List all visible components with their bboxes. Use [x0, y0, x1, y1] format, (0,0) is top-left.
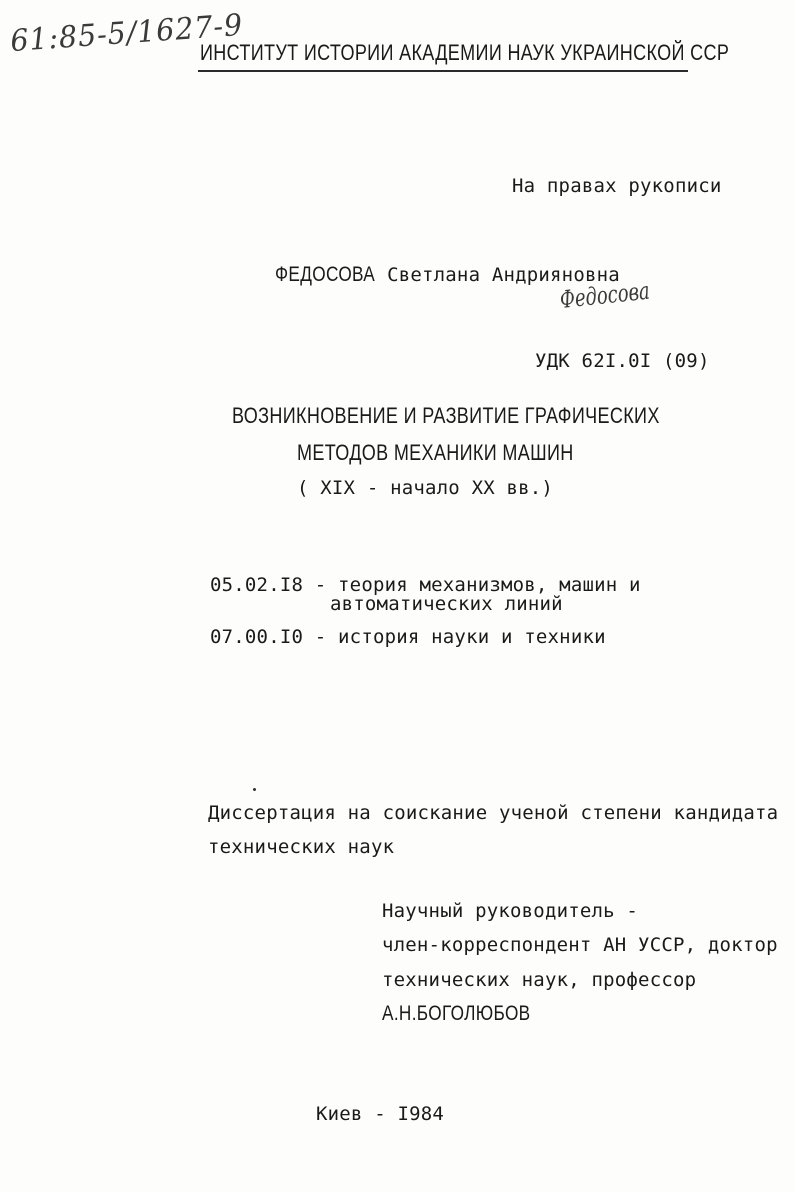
paper-speck: [253, 788, 256, 791]
supervisor-line-2: член-корреспондент АН УССР, доктор: [382, 934, 778, 956]
specialty-separator: -: [314, 574, 327, 596]
specialty-code: 05.02.I8: [210, 574, 304, 596]
specialty-code: 07.00.I0: [210, 626, 304, 648]
dissertation-line-1: Диссертация на соискание ученой степени кандидата: [208, 802, 779, 824]
title-line-3: ( XIX - начало XX вв.): [297, 477, 554, 499]
header-rule: [198, 70, 688, 72]
specialty-name: теория механизмов, машин и: [338, 574, 641, 596]
specialty-name: история науки и техники: [338, 626, 606, 648]
supervisor-name: А.Н.БОГОЛЮБОВ: [382, 1002, 531, 1025]
manuscript-note: На правах рукописи: [512, 175, 722, 197]
author-given-names: Светлана Андрияновна: [387, 264, 620, 286]
specialty-separator: -: [314, 626, 327, 648]
supervisor-line-1: Научный руководитель -: [382, 900, 639, 922]
udk-code: УДК 62I.0I (09): [535, 350, 710, 372]
dissertation-line-2: технических наук: [208, 836, 395, 858]
institute-header: ИНСТИТУТ ИСТОРИИ АКАДЕМИИ НАУК УКРАИНСКОЙ ССР: [200, 40, 730, 65]
title-line-2: МЕТОДОВ МЕХАНИКИ МАШИН: [297, 440, 574, 465]
place-year: Киев - I984: [316, 1103, 445, 1125]
author-signature: Федосова: [558, 276, 651, 314]
title-line-1: ВОЗНИКНОВЕНИЕ И РАЗВИТИЕ ГРАФИЧЕСКИХ: [232, 403, 660, 428]
archive-mark: 61:85-5/1627-9: [9, 7, 245, 60]
supervisor-line-3: технических наук, профессор: [382, 969, 697, 991]
specialty-2: [210, 626, 606, 648]
author-name: [275, 263, 620, 287]
specialty-1-continued: автоматических линий: [330, 593, 563, 615]
author-surname: ФЕДОСОВА: [275, 263, 376, 286]
